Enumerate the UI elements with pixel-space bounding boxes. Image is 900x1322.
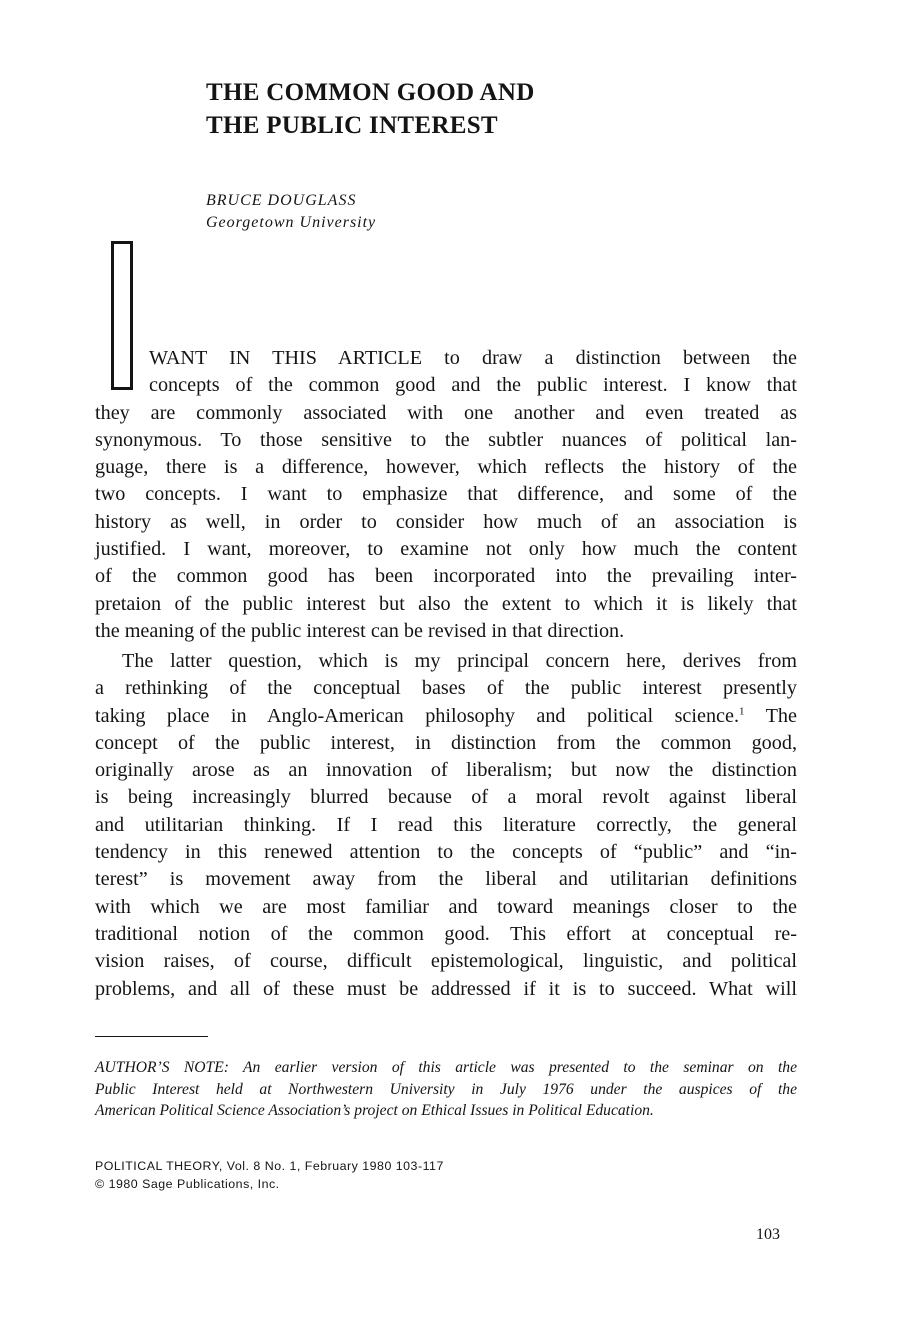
body-line: problems, and all of these must be addressed if it is to succeed. What will — [95, 977, 797, 1000]
body-line: guage, there is a difference, however, which reflects the history of the — [95, 456, 797, 479]
body-line: is being increasingly blurred because of a moral revolt against liberal — [95, 786, 797, 809]
journal-citation: POLITICAL THEORY, Vol. 8 No. 1, February 1980 103-117 — [95, 1159, 444, 1173]
body-line: and utilitarian thinking. If I read this literature correctly, the general — [95, 813, 797, 836]
author-note-line: American Political Science Association’s project on Ethical Issues in Political Education. — [95, 1102, 654, 1119]
body-line: they are commonly associated with one another and even treated as — [95, 401, 797, 424]
body-line-with-footnote — [95, 703, 797, 730]
title-line: THE PUBLIC INTEREST — [206, 112, 498, 139]
author-note-line: AUTHOR’S NOTE: An earlier version of this article was presented to the seminar on the — [95, 1059, 797, 1076]
body-line: vision raises, of course, difficult epistemological, linguistic, and political — [95, 950, 797, 973]
footnote-marker[interactable]: 1 — [739, 704, 745, 717]
body-line: a rethinking of the conceptual bases of the public interest presently — [95, 677, 797, 700]
byline — [206, 190, 376, 234]
page-number: 103 — [756, 1226, 780, 1243]
article-title — [206, 76, 535, 142]
author-note — [95, 1057, 797, 1122]
body-text: The — [744, 704, 797, 727]
journal-info — [95, 1158, 444, 1193]
body-text: taking place in Anglo-American philosophy and political science. — [95, 704, 740, 727]
body-line: synonymous. To those sensitive to the subtler nuances of political lan- — [95, 428, 797, 451]
body-line: pretaion of the public interest but also the extent to which it is likely that — [95, 592, 797, 615]
body-line: tendency in this renewed attention to the concepts of “public” and “in- — [95, 841, 797, 864]
body-line: concept of the public interest, in distinction from the common good, — [95, 731, 797, 754]
author-note-line: Public Interest held at Northwestern University in July 1976 under the auspices of the — [95, 1080, 797, 1098]
body-line: WANT IN THIS ARTICLE to draw a distinction between the — [149, 347, 797, 369]
body-line: originally arose as an innovation of liberalism; but now the distinction — [95, 759, 797, 782]
body-line: of the common good has been incorporated into the prevailing inter- — [95, 565, 797, 588]
body-line: justified. I want, moreover, to examine not only how much the content — [95, 538, 797, 561]
body-line: The latter question, which is my principal concern here, derives from — [122, 650, 797, 672]
body-line: the meaning of the public interest can be revised in that direction. — [95, 619, 625, 642]
body-line: terest” is movement away from the liberal and utilitarian definitions — [95, 868, 797, 891]
body-line: history as well, in order to consider how much of an association is — [95, 510, 797, 533]
body-line: concepts of the common good and the public interest. I know that — [149, 374, 797, 397]
author-name: BRUCE DOUGLASS — [206, 192, 357, 209]
body-line: with which we are most familiar and toward meanings closer to the — [95, 895, 797, 918]
body-line: traditional notion of the common good. This effort at conceptual re- — [95, 922, 797, 945]
title-line: THE COMMON GOOD AND — [206, 79, 535, 106]
footnote-rule — [95, 1036, 208, 1037]
paragraph-1 — [95, 345, 797, 645]
author-affiliation: Georgetown University — [206, 214, 377, 231]
copyright-line: © 1980 Sage Publications, Inc. — [95, 1176, 280, 1191]
body-line: two concepts. I want to emphasize that difference, and some of the — [95, 483, 797, 506]
paragraph-2 — [95, 648, 797, 1003]
